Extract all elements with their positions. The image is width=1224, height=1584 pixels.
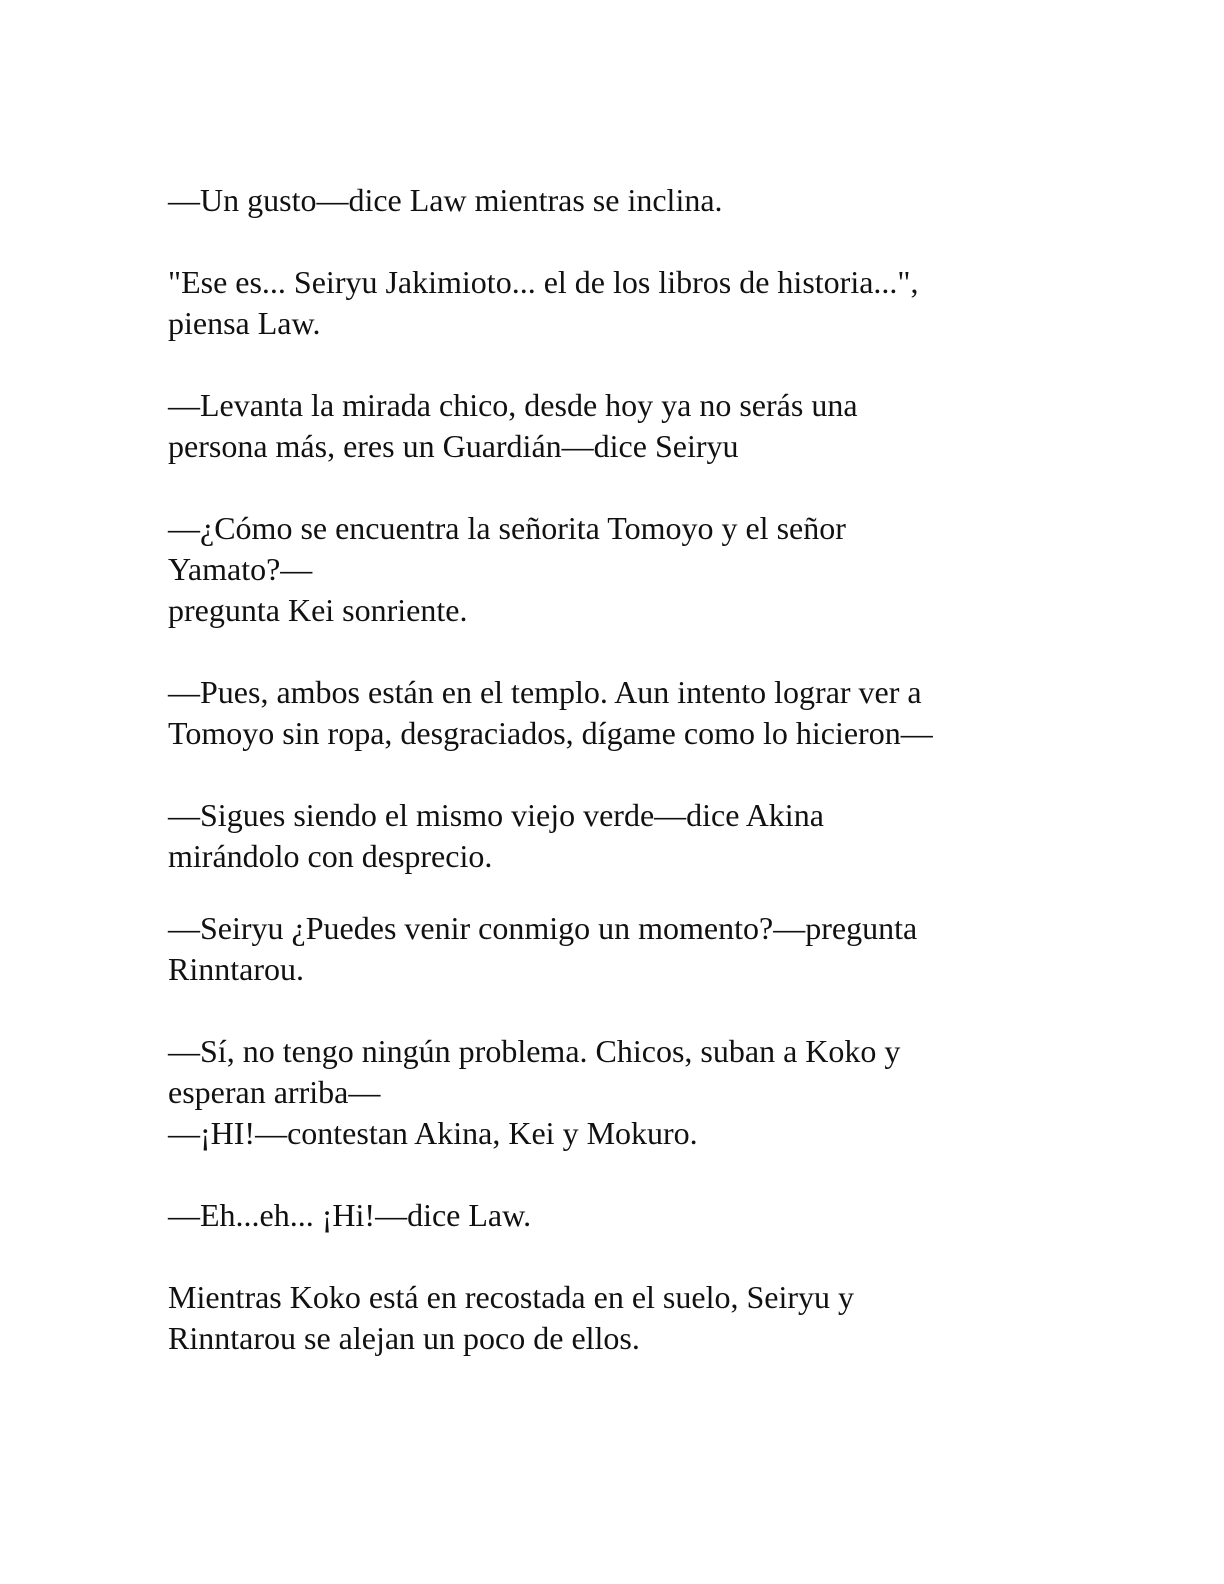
paragraph-10: —Eh...eh... ¡Hi!—dice Law. xyxy=(168,1197,532,1233)
paragraph-7: —Seiryu ¿Puedes venir conmigo un momento?—pregunta Rinntarou. xyxy=(168,910,918,987)
paragraph-2: "Ese es... Seiryu Jakimioto... el de los libros de historia...", piensa Law. xyxy=(168,264,919,341)
paragraph-8: —Sí, no tengo ningún problema. Chicos, suban a Koko y esperan arriba— xyxy=(168,1033,901,1110)
paragraph-6: —Sigues siendo el mismo viejo verde—dice Akina mirándolo con desprecio. xyxy=(168,797,824,874)
paragraph-11: Mientras Koko está en recostada en el suelo, Seiryu y Rinntarou se alejan un poco de ellos. xyxy=(168,1279,855,1356)
paragraph-4: —¿Cómo se encuentra la señorita Tomoyo y el señor Yamato?— pregunta Kei sonriente. xyxy=(168,510,846,628)
paragraph-5: —Pues, ambos están en el templo. Aun intento lograr ver a Tomoyo sin ropa, desgraciados, dígame como lo hicieron— xyxy=(168,674,933,751)
paragraph-1: —Un gusto—dice Law mientras se inclina. xyxy=(168,182,723,218)
paragraph-3: —Levanta la mirada chico, desde hoy ya no serás una persona más, eres un Guardián—dice Seiryu xyxy=(168,387,858,464)
paragraph-9: —¡HI!—contestan Akina, Kei y Mokuro. xyxy=(168,1115,698,1151)
body-text xyxy=(168,180,1068,1359)
